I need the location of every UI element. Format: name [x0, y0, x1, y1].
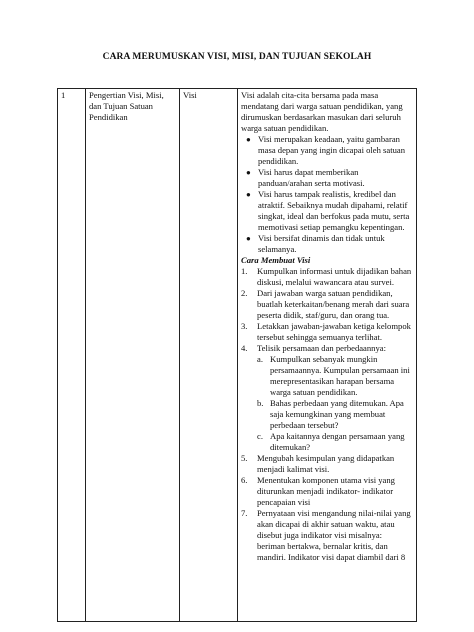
bullet-icon: ●	[246, 190, 251, 199]
row-number-cell: 1	[58, 89, 86, 622]
list-item: ● Visi harus tampak realistis, kredibel dan atraktif. Sebaiknya mudah dipahami, relatif singkat, ideal dan berfokus pada mutu, serta memotivasi setiap pemangku kepentingan.	[246, 189, 410, 232]
list-item: ● Visi bersifat dinamis dan tidak untuk selamanya.	[246, 233, 385, 254]
visi-bullet-list	[241, 134, 412, 255]
bullet-icon: ●	[246, 168, 251, 177]
aspect-cell: Visi	[180, 89, 238, 622]
list-item: ● Visi merupakan keadaan, yaitu gambaran masa depan yang ingin dicapai oleh satuan pendidikan.	[246, 134, 406, 166]
steps-heading: Cara Membuat Visi	[241, 255, 311, 265]
steps-list	[241, 266, 412, 563]
list-item: 6. Menentukan komponen utama visi yang diturunkan menjadi indikator- indikator pencapaian visi	[241, 475, 395, 507]
list-item: 2. Dari jawaban warga satuan pendidikan, buatlah keterkaitan/benang merah dari suara peserta didik, staf/guru, dan orang tua.	[241, 288, 410, 320]
list-item: b. Bahas perbedaan yang ditemukan. Apa saja kemungkinan yang membuat perbedaan tersebut?	[257, 398, 404, 430]
list-item: 1. Kumpulkan informasi untuk dijadikan bahan diskusi, melalui wawancara atau survei.	[241, 266, 412, 287]
list-item: ● Visi harus dapat memberikan panduan/arahan serta motivasi.	[246, 167, 365, 188]
table-row	[58, 89, 417, 622]
list-item: 5. Mengubah kesimpulan yang didapatkan menjadi kalimat visi.	[241, 453, 395, 474]
substeps-list	[257, 354, 412, 453]
description-cell	[238, 89, 417, 622]
content-table	[57, 88, 417, 622]
list-item: a. Kumpulkan sebanyak mungkin persamaannya. Kumpulan persamaan ini merepresentasikan harapan bersama warga satuan pendidikan.	[257, 354, 410, 397]
topic-cell: Pengertian Visi, Misi, dan Tujuan Satuan Pendidikan	[86, 89, 180, 622]
bullet-icon: ●	[246, 234, 251, 243]
visi-definition: Visi adalah cita-cita bersama pada masa mendatang dari warga satuan pendidikan, yang dirumuskan berdasarkan masukan dari seluruh warga satuan pendidikan.	[241, 90, 403, 133]
list-item: 7. Pernyataan visi mengandung nilai-nilai yang akan dicapai di akhir satuan waktu, atau disebut juga indikator visi misalnya: beriman bertakwa, bernalar kritis, dan mandiri. Indikator visi dapat diambil dari 8	[241, 508, 411, 562]
document-title: CARA MERUMUSKAN VISI, MISI, DAN TUJUAN SEKOLAH	[102, 52, 372, 62]
list-item: 4. Telisik persamaan dan perbedaannya: a. Kumpulkan sebanyak mungkin persamaannya. Kumpulan persamaan ini merepresentasikan harapan bersama warga satuan pendidikan. b. Bahas perbedaan yang ditemukan. Apa saja kemungkinan yang membuat perbedaan tersebut? c. Apa kaitannya dengan persamaan yang ditemukan?	[241, 343, 412, 453]
list-item: 3. Letakkan jawaban-jawaban ketiga kelompok tersebut sehingga semuanya terlihat.	[241, 321, 411, 342]
list-item: c. Apa kaitannya dengan persamaan yang ditemukan?	[257, 431, 405, 452]
bullet-icon: ●	[246, 135, 251, 144]
